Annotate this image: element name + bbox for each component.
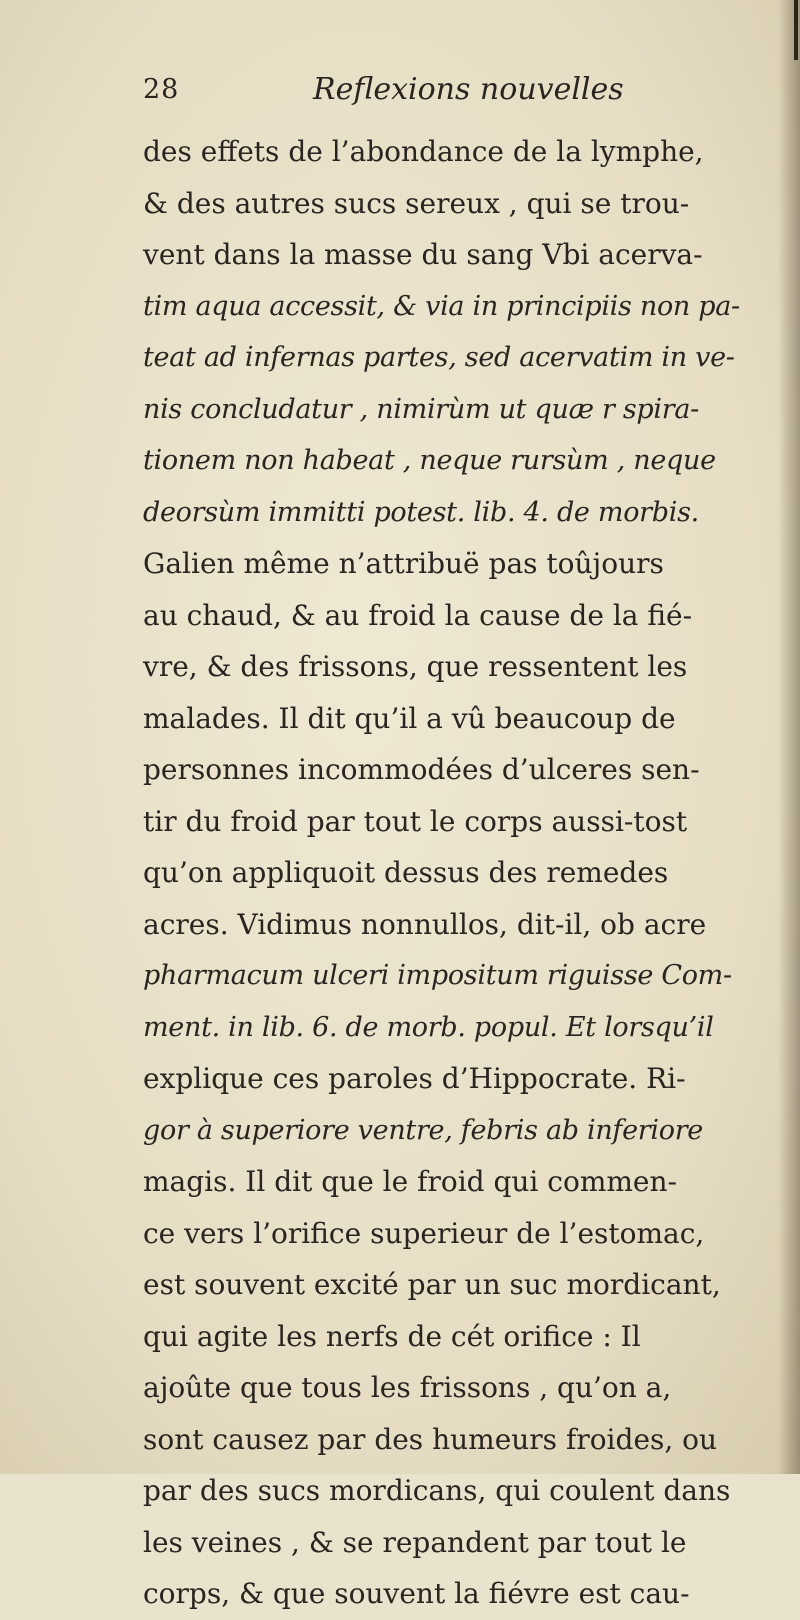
binding-mark (794, 0, 798, 60)
page-number: 28 (143, 74, 180, 105)
text-line: acres. Vidimus nonnullos, dit-il, ob acre (143, 907, 707, 941)
text-line: corps, & que souvent la fiévre est cau- (143, 1577, 690, 1610)
text-line: nis concludatur , nimirùm ut quæ r spira- (143, 393, 699, 425)
text-line: personnes incommodées d’ulceres sen- (143, 753, 700, 786)
text-line: qui agite les nerfs de cét orifice : Il (143, 1319, 641, 1353)
text-line: teat ad infernas partes, sed acervatim in ve- (143, 342, 735, 373)
text-line: ment. in lib. 6. de morb. popul. Et lorsqu’il (143, 1011, 714, 1043)
text-line: par des sucs mordicans, qui coulent dans (143, 1474, 731, 1507)
running-title: Reflexions nouvelles (313, 72, 624, 107)
text-line: & des autres sucs sereux , qui se trou- (143, 186, 690, 220)
text-line: des effets de l’abondance de la lymphe, (143, 135, 704, 168)
text-line: deorsùm immitti potest. lib. 4. de morbis. (143, 496, 699, 528)
text-line: tir du froid par tout le corps aussi-tost (143, 804, 688, 838)
text-line: vre, & des frissons, que ressentent les (143, 650, 688, 683)
text-line: explique ces paroles d’Hippocrate. Ri- (143, 1062, 686, 1095)
text-line: magis. Il dit que le froid qui commen- (143, 1165, 677, 1198)
text-line: malades. Il dit qu’il a vû beaucoup de (143, 701, 676, 735)
body-text (143, 126, 783, 1620)
text-line: qu’on appliquoit dessus des remedes (143, 856, 669, 889)
text-line: au chaud, & au froid la cause de la fié- (143, 598, 693, 632)
text-line: tim aqua accessit, & via in principiis non pa- (143, 290, 740, 322)
text-line: ce vers l’orifice superieur de l’estomac, (143, 1216, 705, 1250)
text-line: tionem non habeat , neque rursùm , neque (143, 445, 716, 476)
text-line: pharmacum ulceri impositum riguisse Com- (143, 960, 732, 991)
text-line: sont causez par des humeurs froides, ou (143, 1422, 718, 1456)
text-line: les veines , & se repandent par tout le (143, 1525, 687, 1559)
text-line: gor à superiore ventre, febris ab inferiore (143, 1114, 703, 1146)
text-line: est souvent excité par un suc mordicant, (143, 1268, 721, 1301)
text-line: ajoûte que tous les frissons , qu’on a, (143, 1371, 672, 1404)
text-line: vent dans la masse du sang Vbi acerva- (143, 238, 703, 271)
running-head (143, 72, 663, 112)
text-line: Galien même n’attribuë pas toûjours (143, 547, 664, 580)
